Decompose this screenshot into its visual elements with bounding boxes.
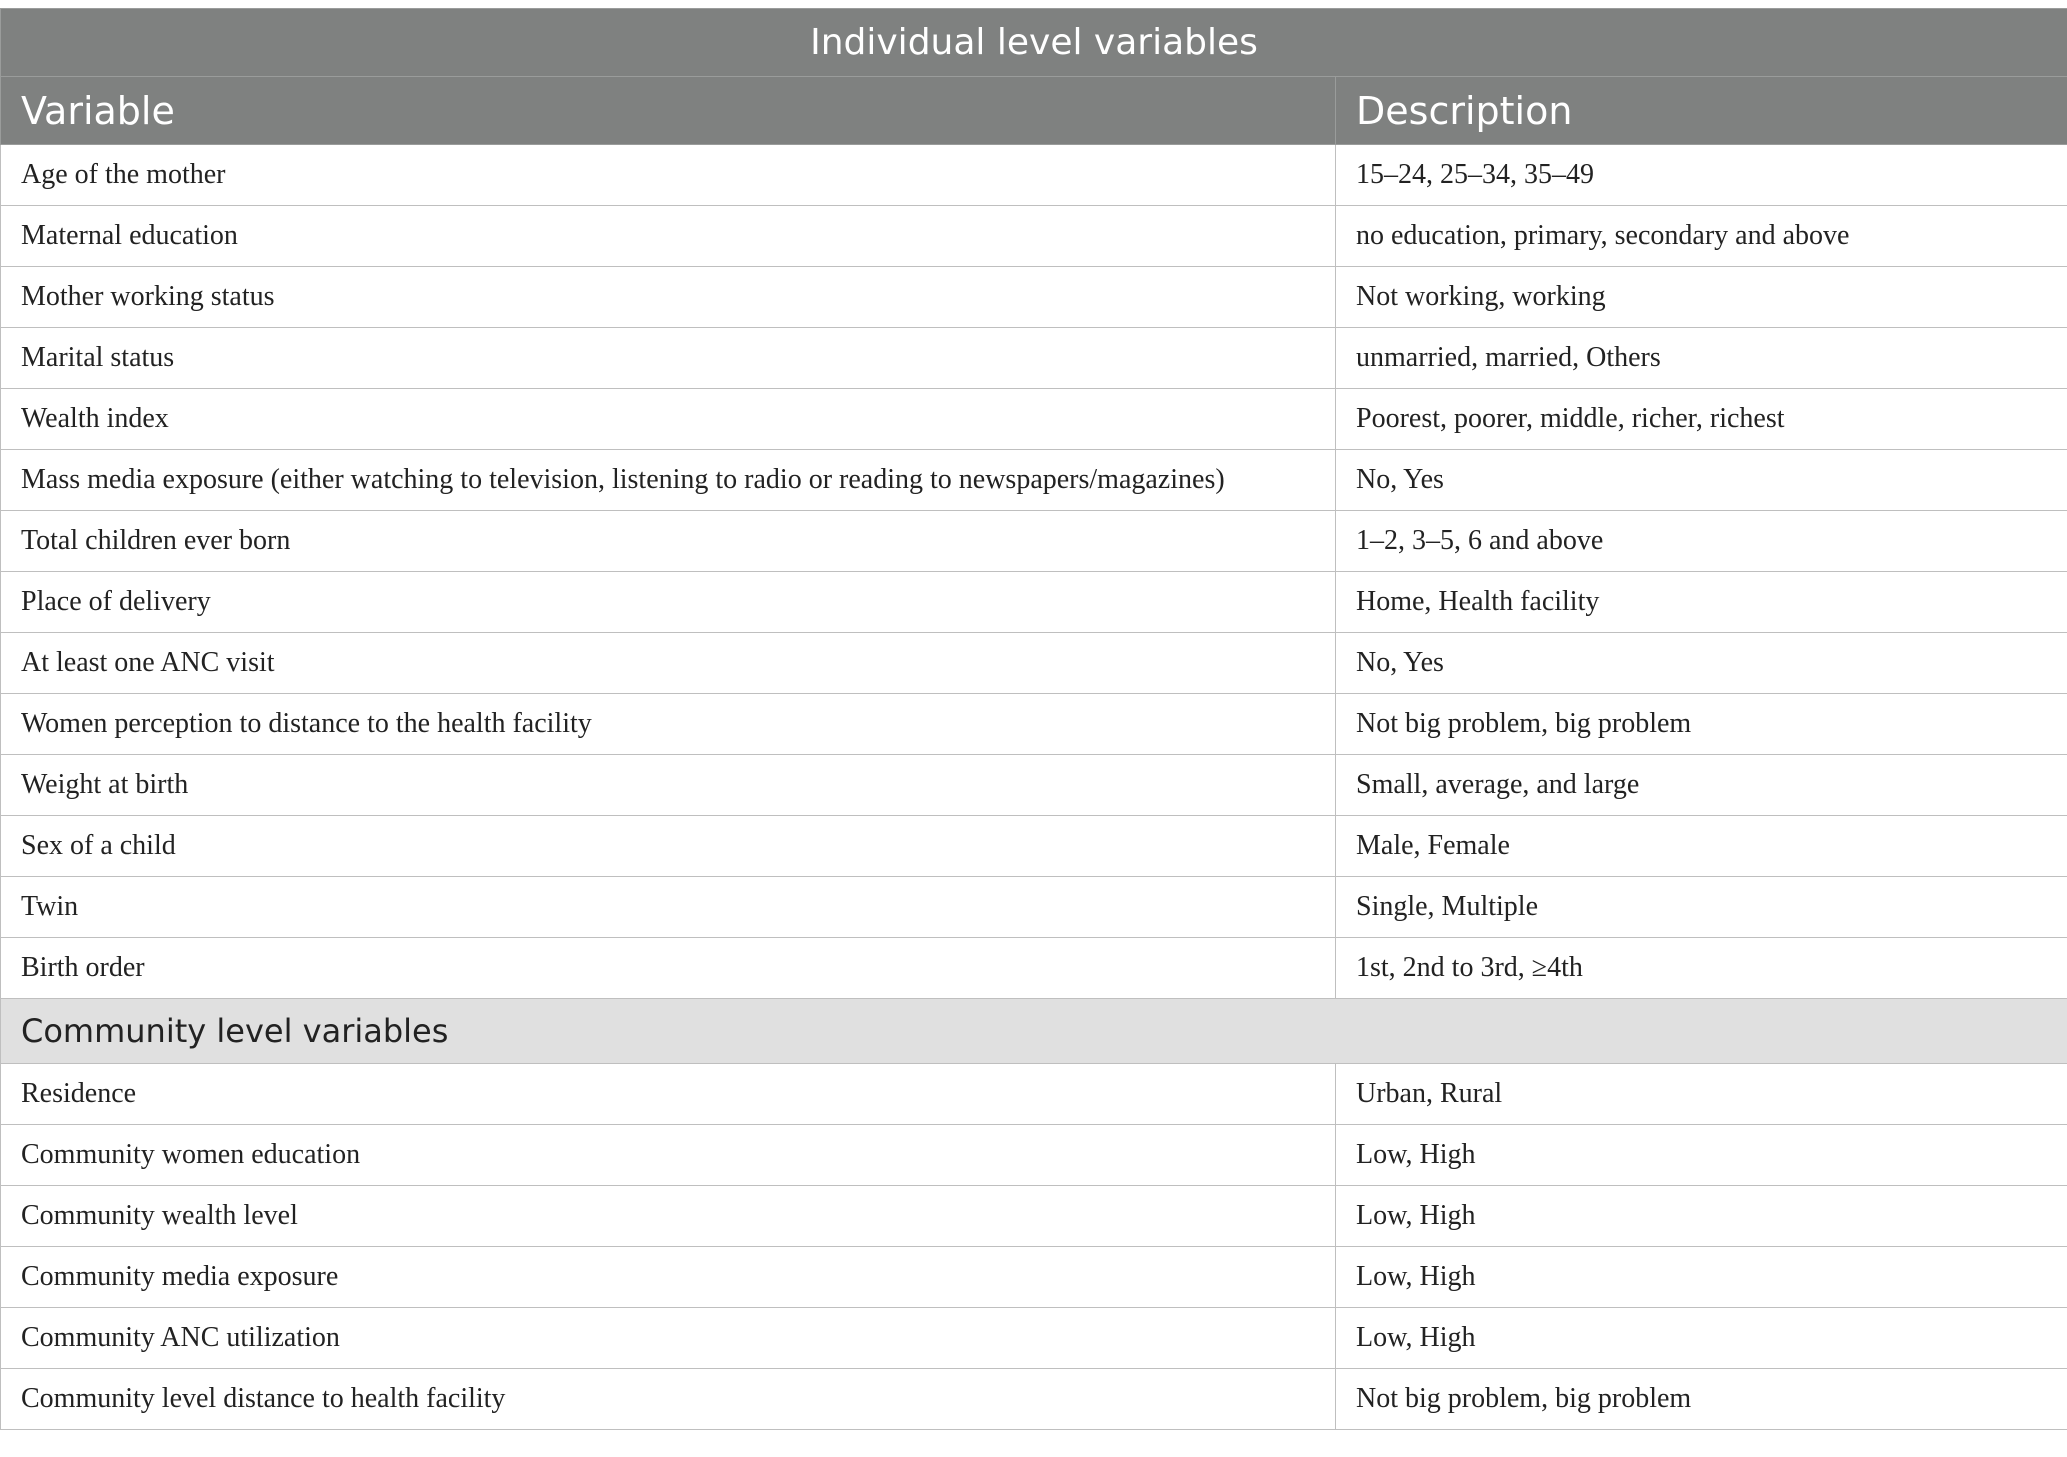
description-cell: no education, primary, secondary and above — [1336, 206, 2067, 267]
table-row — [1, 816, 2067, 877]
table-row — [1, 877, 2067, 938]
variable-cell: Total children ever born — [1, 511, 1336, 572]
variable-cell: Wealth index — [1, 389, 1336, 450]
table-row — [1, 755, 2067, 816]
description-cell: unmarried, married, Others — [1336, 328, 2067, 389]
description-cell: Low, High — [1336, 1308, 2067, 1369]
variable-cell: Women perception to distance to the health facility — [1, 694, 1336, 755]
table-row — [1, 450, 2067, 511]
table-row — [1, 1247, 2067, 1308]
variable-cell: Twin — [1, 877, 1336, 938]
description-cell: 1st, 2nd to 3rd, ≥4th — [1336, 938, 2067, 999]
header-description: Description — [1336, 77, 2067, 145]
description-cell: Poorest, poorer, middle, richer, richest — [1336, 389, 2067, 450]
description-cell: Not big problem, big problem — [1336, 1369, 2067, 1430]
variable-cell: Maternal education — [1, 206, 1336, 267]
table-row — [1, 1308, 2067, 1369]
variable-cell: Birth order — [1, 938, 1336, 999]
variable-cell: Community level distance to health facility — [1, 1369, 1336, 1430]
table-row — [1, 633, 2067, 694]
variable-cell: Age of the mother — [1, 145, 1336, 206]
description-cell: Home, Health facility — [1336, 572, 2067, 633]
description-cell: Single, Multiple — [1336, 877, 2067, 938]
variables-table — [0, 8, 2067, 1430]
variable-cell: Community media exposure — [1, 1247, 1336, 1308]
table-title-row — [1, 9, 2067, 77]
variable-cell: At least one ANC visit — [1, 633, 1336, 694]
variable-cell: Mother working status — [1, 267, 1336, 328]
variable-cell: Weight at birth — [1, 755, 1336, 816]
description-cell: Low, High — [1336, 1125, 2067, 1186]
description-cell: Urban, Rural — [1336, 1064, 2067, 1125]
variables-table-container — [0, 8, 2067, 1430]
table-row — [1, 267, 2067, 328]
description-cell: Small, average, and large — [1336, 755, 2067, 816]
table-row — [1, 389, 2067, 450]
table-row — [1, 1369, 2067, 1430]
description-cell: Not working, working — [1336, 267, 2067, 328]
variable-cell: Community wealth level — [1, 1186, 1336, 1247]
table-row — [1, 328, 2067, 389]
variable-cell: Community women education — [1, 1125, 1336, 1186]
section-header-row — [1, 999, 2067, 1064]
table-body — [1, 145, 2067, 1430]
variable-cell: Residence — [1, 1064, 1336, 1125]
variable-cell: Mass media exposure (either watching to television, listening to radio or reading to newspapers/magazines) — [1, 450, 1336, 511]
variable-cell: Community ANC utilization — [1, 1308, 1336, 1369]
variable-cell: Marital status — [1, 328, 1336, 389]
description-cell: Male, Female — [1336, 816, 2067, 877]
description-cell: 15–24, 25–34, 35–49 — [1336, 145, 2067, 206]
section-header-community: Community level variables — [1, 999, 2067, 1064]
table-row — [1, 1186, 2067, 1247]
table-header-row — [1, 77, 2067, 145]
table-row — [1, 1064, 2067, 1125]
table-row — [1, 572, 2067, 633]
table-row — [1, 694, 2067, 755]
variable-cell: Sex of a child — [1, 816, 1336, 877]
table-row — [1, 511, 2067, 572]
description-cell: Low, High — [1336, 1247, 2067, 1308]
description-cell: No, Yes — [1336, 633, 2067, 694]
description-cell: Not big problem, big problem — [1336, 694, 2067, 755]
table-row — [1, 145, 2067, 206]
description-cell: Low, High — [1336, 1186, 2067, 1247]
variable-cell: Place of delivery — [1, 572, 1336, 633]
table-row — [1, 938, 2067, 999]
table-row — [1, 206, 2067, 267]
table-row — [1, 1125, 2067, 1186]
table-title: Individual level variables — [1, 9, 2067, 77]
header-variable: Variable — [1, 77, 1336, 145]
description-cell: No, Yes — [1336, 450, 2067, 511]
description-cell: 1–2, 3–5, 6 and above — [1336, 511, 2067, 572]
